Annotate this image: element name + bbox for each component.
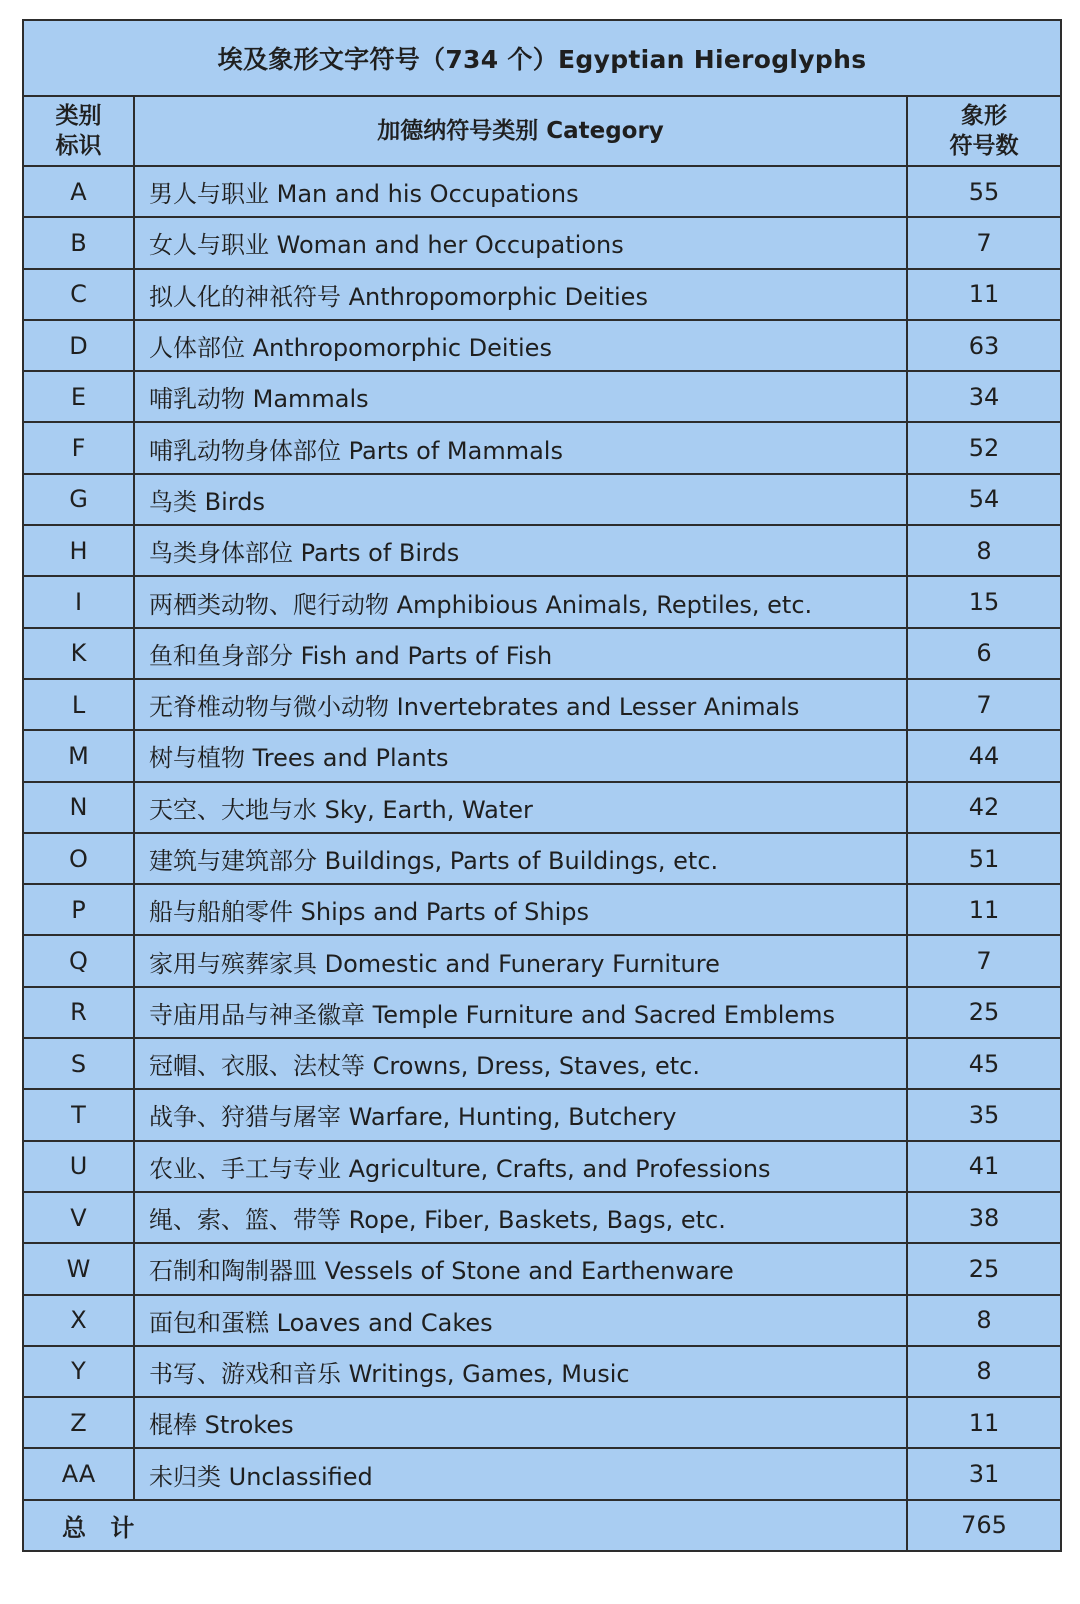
total-label: 总 计 <box>23 1500 907 1551</box>
header-count <box>907 96 1061 166</box>
category-code: W <box>23 1243 134 1294</box>
category-code: AA <box>23 1448 134 1499</box>
category-code: U <box>23 1141 134 1192</box>
glyph-count: 52 <box>907 422 1061 473</box>
glyph-count: 8 <box>907 525 1061 576</box>
glyph-count: 38 <box>907 1192 1061 1243</box>
table-row <box>23 474 1061 525</box>
table-row <box>23 1346 1061 1397</box>
table-row <box>23 576 1061 627</box>
table-row <box>23 422 1061 473</box>
category-name: 冠帽、衣服、法杖等 Crowns, Dress, Staves, etc. <box>134 1038 907 1089</box>
category-code: K <box>23 628 134 679</box>
table-row <box>23 1192 1061 1243</box>
hieroglyph-category-table <box>22 19 1062 1552</box>
table-row <box>23 884 1061 935</box>
glyph-count: 51 <box>907 833 1061 884</box>
glyph-count: 15 <box>907 576 1061 627</box>
category-name: 拟人化的神祇符号 Anthropomorphic Deities <box>134 269 907 320</box>
glyph-count: 8 <box>907 1346 1061 1397</box>
category-code: V <box>23 1192 134 1243</box>
title-row <box>23 20 1061 96</box>
table-row <box>23 782 1061 833</box>
header-code-line1: 类别 <box>55 103 102 129</box>
glyph-count: 55 <box>907 166 1061 217</box>
category-code: C <box>23 269 134 320</box>
glyph-count: 25 <box>907 1243 1061 1294</box>
category-name: 绳、索、篮、带等 Rope, Fiber, Baskets, Bags, etc. <box>134 1192 907 1243</box>
table-row <box>23 679 1061 730</box>
header-count-line1: 象形 <box>961 103 1007 129</box>
category-name: 人体部位 Anthropomorphic Deities <box>134 320 907 371</box>
category-name: 战争、狩猎与屠宰 Warfare, Hunting, Butchery <box>134 1089 907 1140</box>
header-category: 加德纳符号类别 Category <box>134 96 907 166</box>
category-name: 鸟类身体部位 Parts of Birds <box>134 525 907 576</box>
glyph-count: 41 <box>907 1141 1061 1192</box>
category-name: 船与船舶零件 Ships and Parts of Ships <box>134 884 907 935</box>
glyph-count: 11 <box>907 1397 1061 1448</box>
glyph-count: 45 <box>907 1038 1061 1089</box>
category-code: R <box>23 987 134 1038</box>
category-name: 面包和蛋糕 Loaves and Cakes <box>134 1295 907 1346</box>
table-row <box>23 166 1061 217</box>
category-code: F <box>23 422 134 473</box>
table-row <box>23 833 1061 884</box>
category-name: 两栖类动物、爬行动物 Amphibious Animals, Reptiles, etc. <box>134 576 907 627</box>
category-name: 棍棒 Strokes <box>134 1397 907 1448</box>
category-name: 树与植物 Trees and Plants <box>134 730 907 781</box>
glyph-count: 7 <box>907 679 1061 730</box>
category-code: B <box>23 217 134 268</box>
category-code: H <box>23 525 134 576</box>
glyph-count: 7 <box>907 935 1061 986</box>
category-code: G <box>23 474 134 525</box>
header-code <box>23 96 134 166</box>
glyph-count: 54 <box>907 474 1061 525</box>
category-code: N <box>23 782 134 833</box>
glyph-count: 35 <box>907 1089 1061 1140</box>
table-title: 埃及象形文字符号（734 个）Egyptian Hieroglyphs <box>23 20 1061 96</box>
table-row <box>23 320 1061 371</box>
category-code: P <box>23 884 134 935</box>
table-row <box>23 1038 1061 1089</box>
glyph-count: 42 <box>907 782 1061 833</box>
category-code: A <box>23 166 134 217</box>
glyph-count: 8 <box>907 1295 1061 1346</box>
glyph-count: 25 <box>907 987 1061 1038</box>
table-row <box>23 1089 1061 1140</box>
header-row <box>23 96 1061 166</box>
category-code: T <box>23 1089 134 1140</box>
table-row <box>23 269 1061 320</box>
table-row <box>23 1397 1061 1448</box>
category-code: D <box>23 320 134 371</box>
glyph-count: 31 <box>907 1448 1061 1499</box>
table-row <box>23 1448 1061 1499</box>
category-code: Y <box>23 1346 134 1397</box>
glyph-count: 44 <box>907 730 1061 781</box>
category-name: 未归类 Unclassified <box>134 1448 907 1499</box>
table-row <box>23 1141 1061 1192</box>
category-name: 天空、大地与水 Sky, Earth, Water <box>134 782 907 833</box>
category-name: 石制和陶制器皿 Vessels of Stone and Earthenware <box>134 1243 907 1294</box>
category-name: 哺乳动物身体部位 Parts of Mammals <box>134 422 907 473</box>
category-code: S <box>23 1038 134 1089</box>
glyph-count: 11 <box>907 269 1061 320</box>
category-code: O <box>23 833 134 884</box>
glyph-count: 11 <box>907 884 1061 935</box>
table-row <box>23 628 1061 679</box>
category-code: I <box>23 576 134 627</box>
total-count: 765 <box>907 1500 1061 1551</box>
category-name: 无脊椎动物与微小动物 Invertebrates and Lesser Animals <box>134 679 907 730</box>
category-name: 农业、手工与专业 Agriculture, Crafts, and Professions <box>134 1141 907 1192</box>
category-name: 建筑与建筑部分 Buildings, Parts of Buildings, etc. <box>134 833 907 884</box>
category-name: 鱼和鱼身部分 Fish and Parts of Fish <box>134 628 907 679</box>
category-code: E <box>23 371 134 422</box>
category-code: M <box>23 730 134 781</box>
table-row <box>23 525 1061 576</box>
table-row <box>23 371 1061 422</box>
table-row <box>23 1243 1061 1294</box>
glyph-count: 34 <box>907 371 1061 422</box>
category-name: 书写、游戏和音乐 Writings, Games, Music <box>134 1346 907 1397</box>
category-code: L <box>23 679 134 730</box>
table-row <box>23 987 1061 1038</box>
category-code: Z <box>23 1397 134 1448</box>
glyph-count: 63 <box>907 320 1061 371</box>
category-name: 寺庙用品与神圣徽章 Temple Furniture and Sacred Emblems <box>134 987 907 1038</box>
table-row <box>23 935 1061 986</box>
table-row <box>23 1295 1061 1346</box>
category-name: 哺乳动物 Mammals <box>134 371 907 422</box>
category-name: 家用与殡葬家具 Domestic and Funerary Furniture <box>134 935 907 986</box>
category-name: 女人与职业 Woman and her Occupations <box>134 217 907 268</box>
glyph-count: 6 <box>907 628 1061 679</box>
table-row <box>23 730 1061 781</box>
category-name: 鸟类 Birds <box>134 474 907 525</box>
header-code-line2: 标识 <box>55 133 102 159</box>
hieroglyph-category-table-container <box>22 19 1060 1552</box>
header-count-line2: 符号数 <box>949 133 1019 159</box>
category-code: X <box>23 1295 134 1346</box>
category-name: 男人与职业 Man and his Occupations <box>134 166 907 217</box>
total-row <box>23 1500 1061 1551</box>
glyph-count: 7 <box>907 217 1061 268</box>
table-row <box>23 217 1061 268</box>
category-code: Q <box>23 935 134 986</box>
